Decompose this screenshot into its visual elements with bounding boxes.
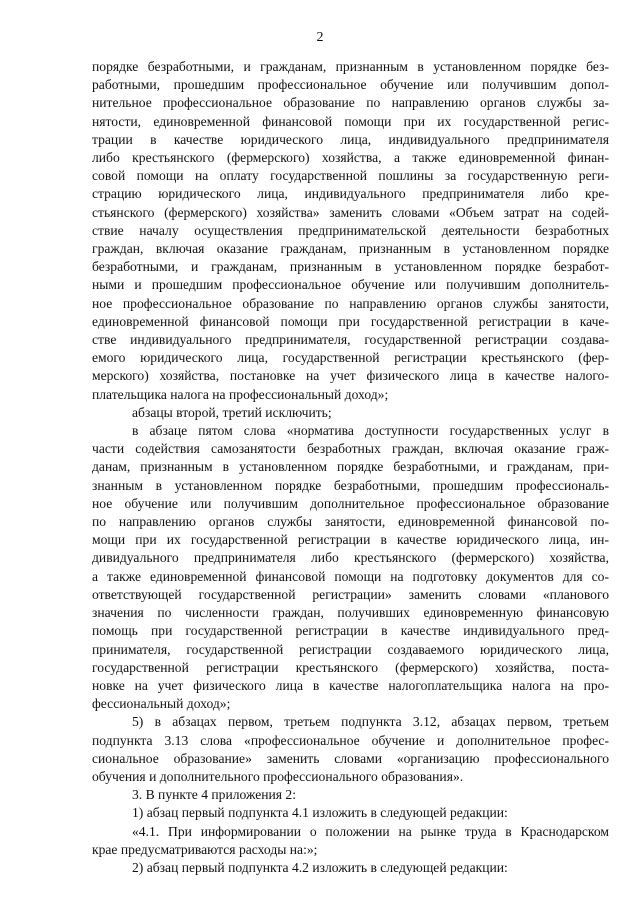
text-line: фессиональный доход»; [92, 696, 231, 712]
text-line: работными, прошедшим профессиональное обучение или получившим допол- [92, 77, 609, 93]
text-line: 3. В пункте 4 приложения 2: [132, 787, 297, 803]
text-line: страцию юридического лица, индивидуального предпринимателя либо кре- [92, 186, 609, 202]
text-line: помощь при государственной регистрации в качестве индивидуального пред- [92, 623, 609, 639]
text-line: порядке безработными, и гражданам, признанным в установленном порядке без- [92, 59, 609, 74]
text-line: знанным в установленном порядке безработными, прошедшим профессиональ- [92, 477, 609, 493]
text-line: принимателя, государственной регистрации создаваемого юридического лица, [92, 641, 609, 657]
text-line: плательщика налога на профессиональный доход»; [92, 386, 389, 402]
text-line: совой помощи на оплату государственной пошлины за государственную реги- [92, 168, 609, 184]
text-line: части содействия самозанятости безработных граждан, включая оказание граж- [92, 441, 609, 457]
text-line: крае предусматриваются расходы на:»; [92, 841, 318, 857]
text-line: ное профессиональное образование по направлению органов службы занятости, [92, 295, 609, 311]
text-line: стьянского (фермерского) хозяйства» заменить словами «Объем затрат на содей- [92, 204, 609, 220]
text-line: стве индивидуального предпринимателя, государственной регистрации создава- [92, 332, 609, 348]
text-line: подпункта 3.13 слова «профессиональное обучение и дополнительное профес- [92, 732, 609, 748]
page-number: 2 [316, 30, 324, 45]
text-line: а также единовременной финансовой помощи на подготовку документов для со- [92, 568, 609, 584]
text-line: «4.1. При информировании о положении на рынке труда в Краснодарском [132, 823, 609, 839]
text-line: 2) абзац первый подпункта 4.2 изложить в следующей редакции: [132, 859, 508, 875]
text-line: дивидуального предпринимателя либо крестьянского (фермерского) хозяйства, [92, 550, 609, 566]
text-line: ное обучение или получившим дополнительное профессиональное образование [92, 495, 609, 511]
text-line: значения по численности граждан, получивших единовременную финансовую [92, 605, 609, 621]
text-line: обучения и дополнительного профессионального образования». [92, 768, 464, 784]
text-line: данам, признанным в установленном порядке безработными, и гражданам, при- [92, 459, 609, 475]
text-line: граждан, включая оказание гражданам, признанным в установленном порядке [92, 241, 609, 257]
text-line: в абзаце пятом слова «норматива доступности государственных услуг в [132, 423, 609, 439]
text-line: нительное профессиональное образование по направлению органов службы за- [92, 95, 609, 111]
text-line: сиональное образование» заменить словами «организацию профессионального [92, 750, 609, 766]
text-line: 1) абзац первый подпункта 4.1 изложить в следующей редакции: [132, 805, 508, 821]
text-line: мерского) хозяйства, постановке на учет физического лица в качестве налого- [92, 368, 609, 384]
text-line: мощи при их государственной регистрации в качестве юридического лица, ин- [92, 532, 609, 548]
document-body [92, 58, 609, 877]
text-line: единовременной финансовой помощи при государственной регистрации в каче- [92, 313, 609, 329]
text-line: либо крестьянского (фермерского) хозяйства, а также единовременной финан- [92, 150, 609, 166]
text-line: по направлению органов службы занятости, единовременной финансовой по- [92, 514, 609, 530]
text-line: трации в качестве юридического лица, индивидуального предпринимателя [92, 131, 609, 147]
text-line: ными и прошедшим профессиональное обучение или получившим дополнитель- [92, 277, 609, 293]
text-line: емого юридического лица, государственной регистрации крестьянского (фер- [92, 350, 609, 366]
text-line: безработными, и гражданам, признанным в установленном порядке безработ- [92, 259, 609, 275]
text-line: ствие началу осуществления предпринимательской деятельности безработных [92, 222, 609, 238]
text-line: 5) в абзацах первом, третьем подпункта 3.12, абзацах первом, третьем [132, 714, 609, 730]
text-line: ответствующей государственной регистрации» заменить словами «планового [92, 586, 609, 602]
text-line: новке на учет физического лица в качестве налогоплательщика налога на про- [92, 677, 609, 693]
text-line: государственной регистрации крестьянского (фермерского) хозяйства, поста- [92, 659, 609, 675]
text-line: абзацы второй, третий исключить; [132, 404, 332, 420]
text-line: нятости, единовременной финансовой помощи при их государственной регис- [92, 113, 609, 129]
